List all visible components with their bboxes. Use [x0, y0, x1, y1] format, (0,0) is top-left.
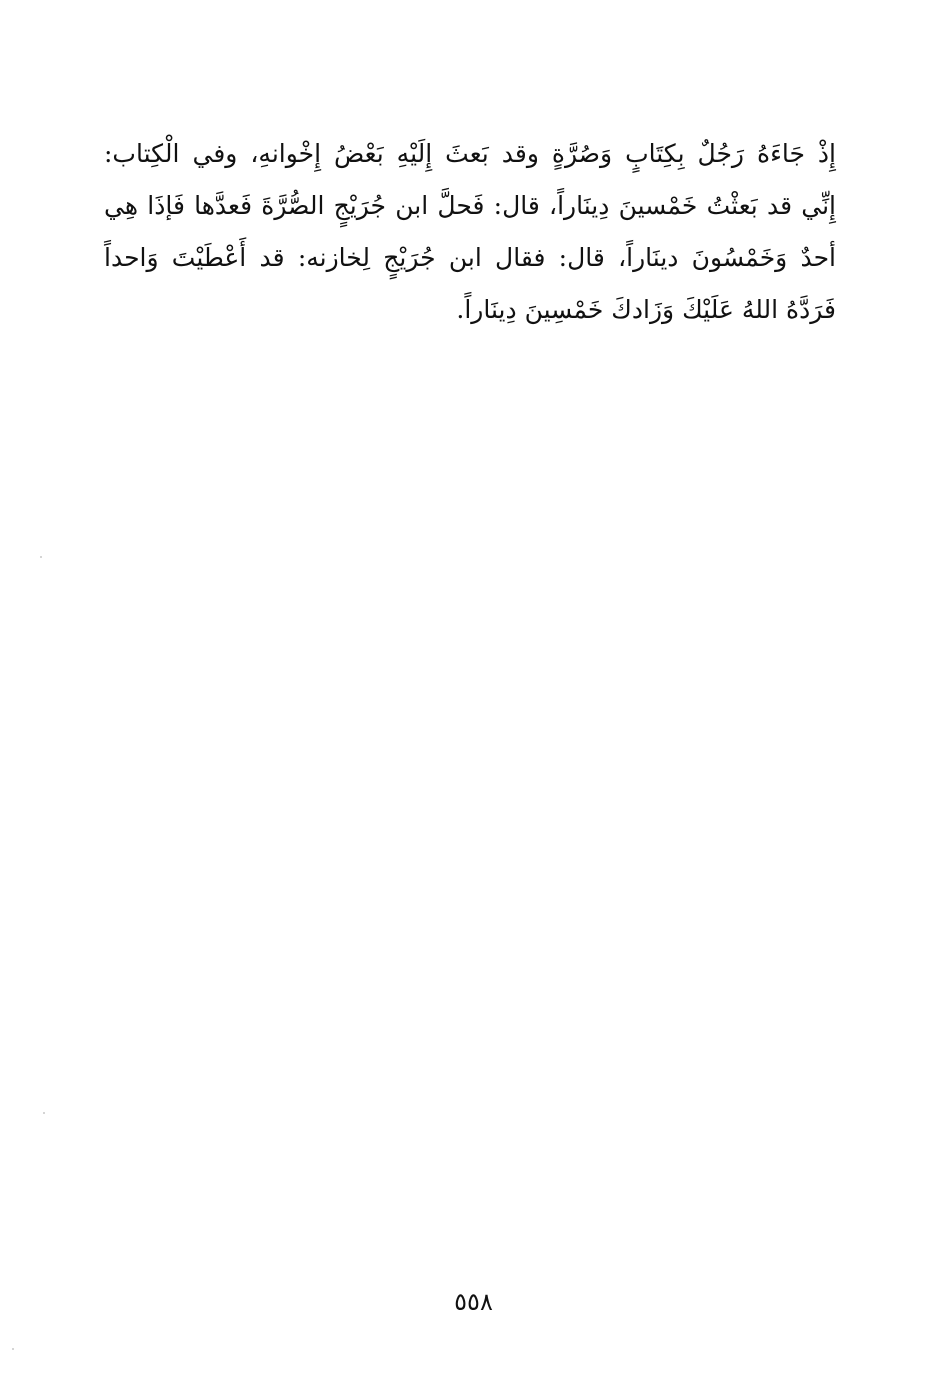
- text-line: إِنِّي قد بَعثْتُ خَمْسينَ دِينَاراً، قال: فَحلَّ ابن جُرَيْجٍ الصُّرَّةَ فَعدَّها فَإذَا هِي: [104, 191, 836, 220]
- text-line: فَرَدَّهُ اللهُ عَلَيْكَ وَزَادكَ خَمْسِينَ دِينَاراً.: [456, 295, 836, 324]
- scan-speck: [40, 556, 42, 558]
- text-line: إِذْ جَاءَهُ رَجُلٌ بِكِتَابٍ وَصُرَّةٍ وقد بَعثَ إِلَيْهِ بَعْضُ إِخْوانهِ، وفي الْكِتاب:: [104, 139, 836, 168]
- text-line: أحدٌ وَخَمْسُونَ دينَاراً، قال: فقال ابن جُرَيْجٍ لِخازنه: قد أَعْطَيْتَ وَاحداً: [104, 243, 836, 272]
- body-text: [104, 128, 836, 336]
- scan-speck: [12, 1348, 14, 1350]
- page-number: ٥٥٨: [454, 1288, 493, 1316]
- scan-speck: [43, 1112, 45, 1114]
